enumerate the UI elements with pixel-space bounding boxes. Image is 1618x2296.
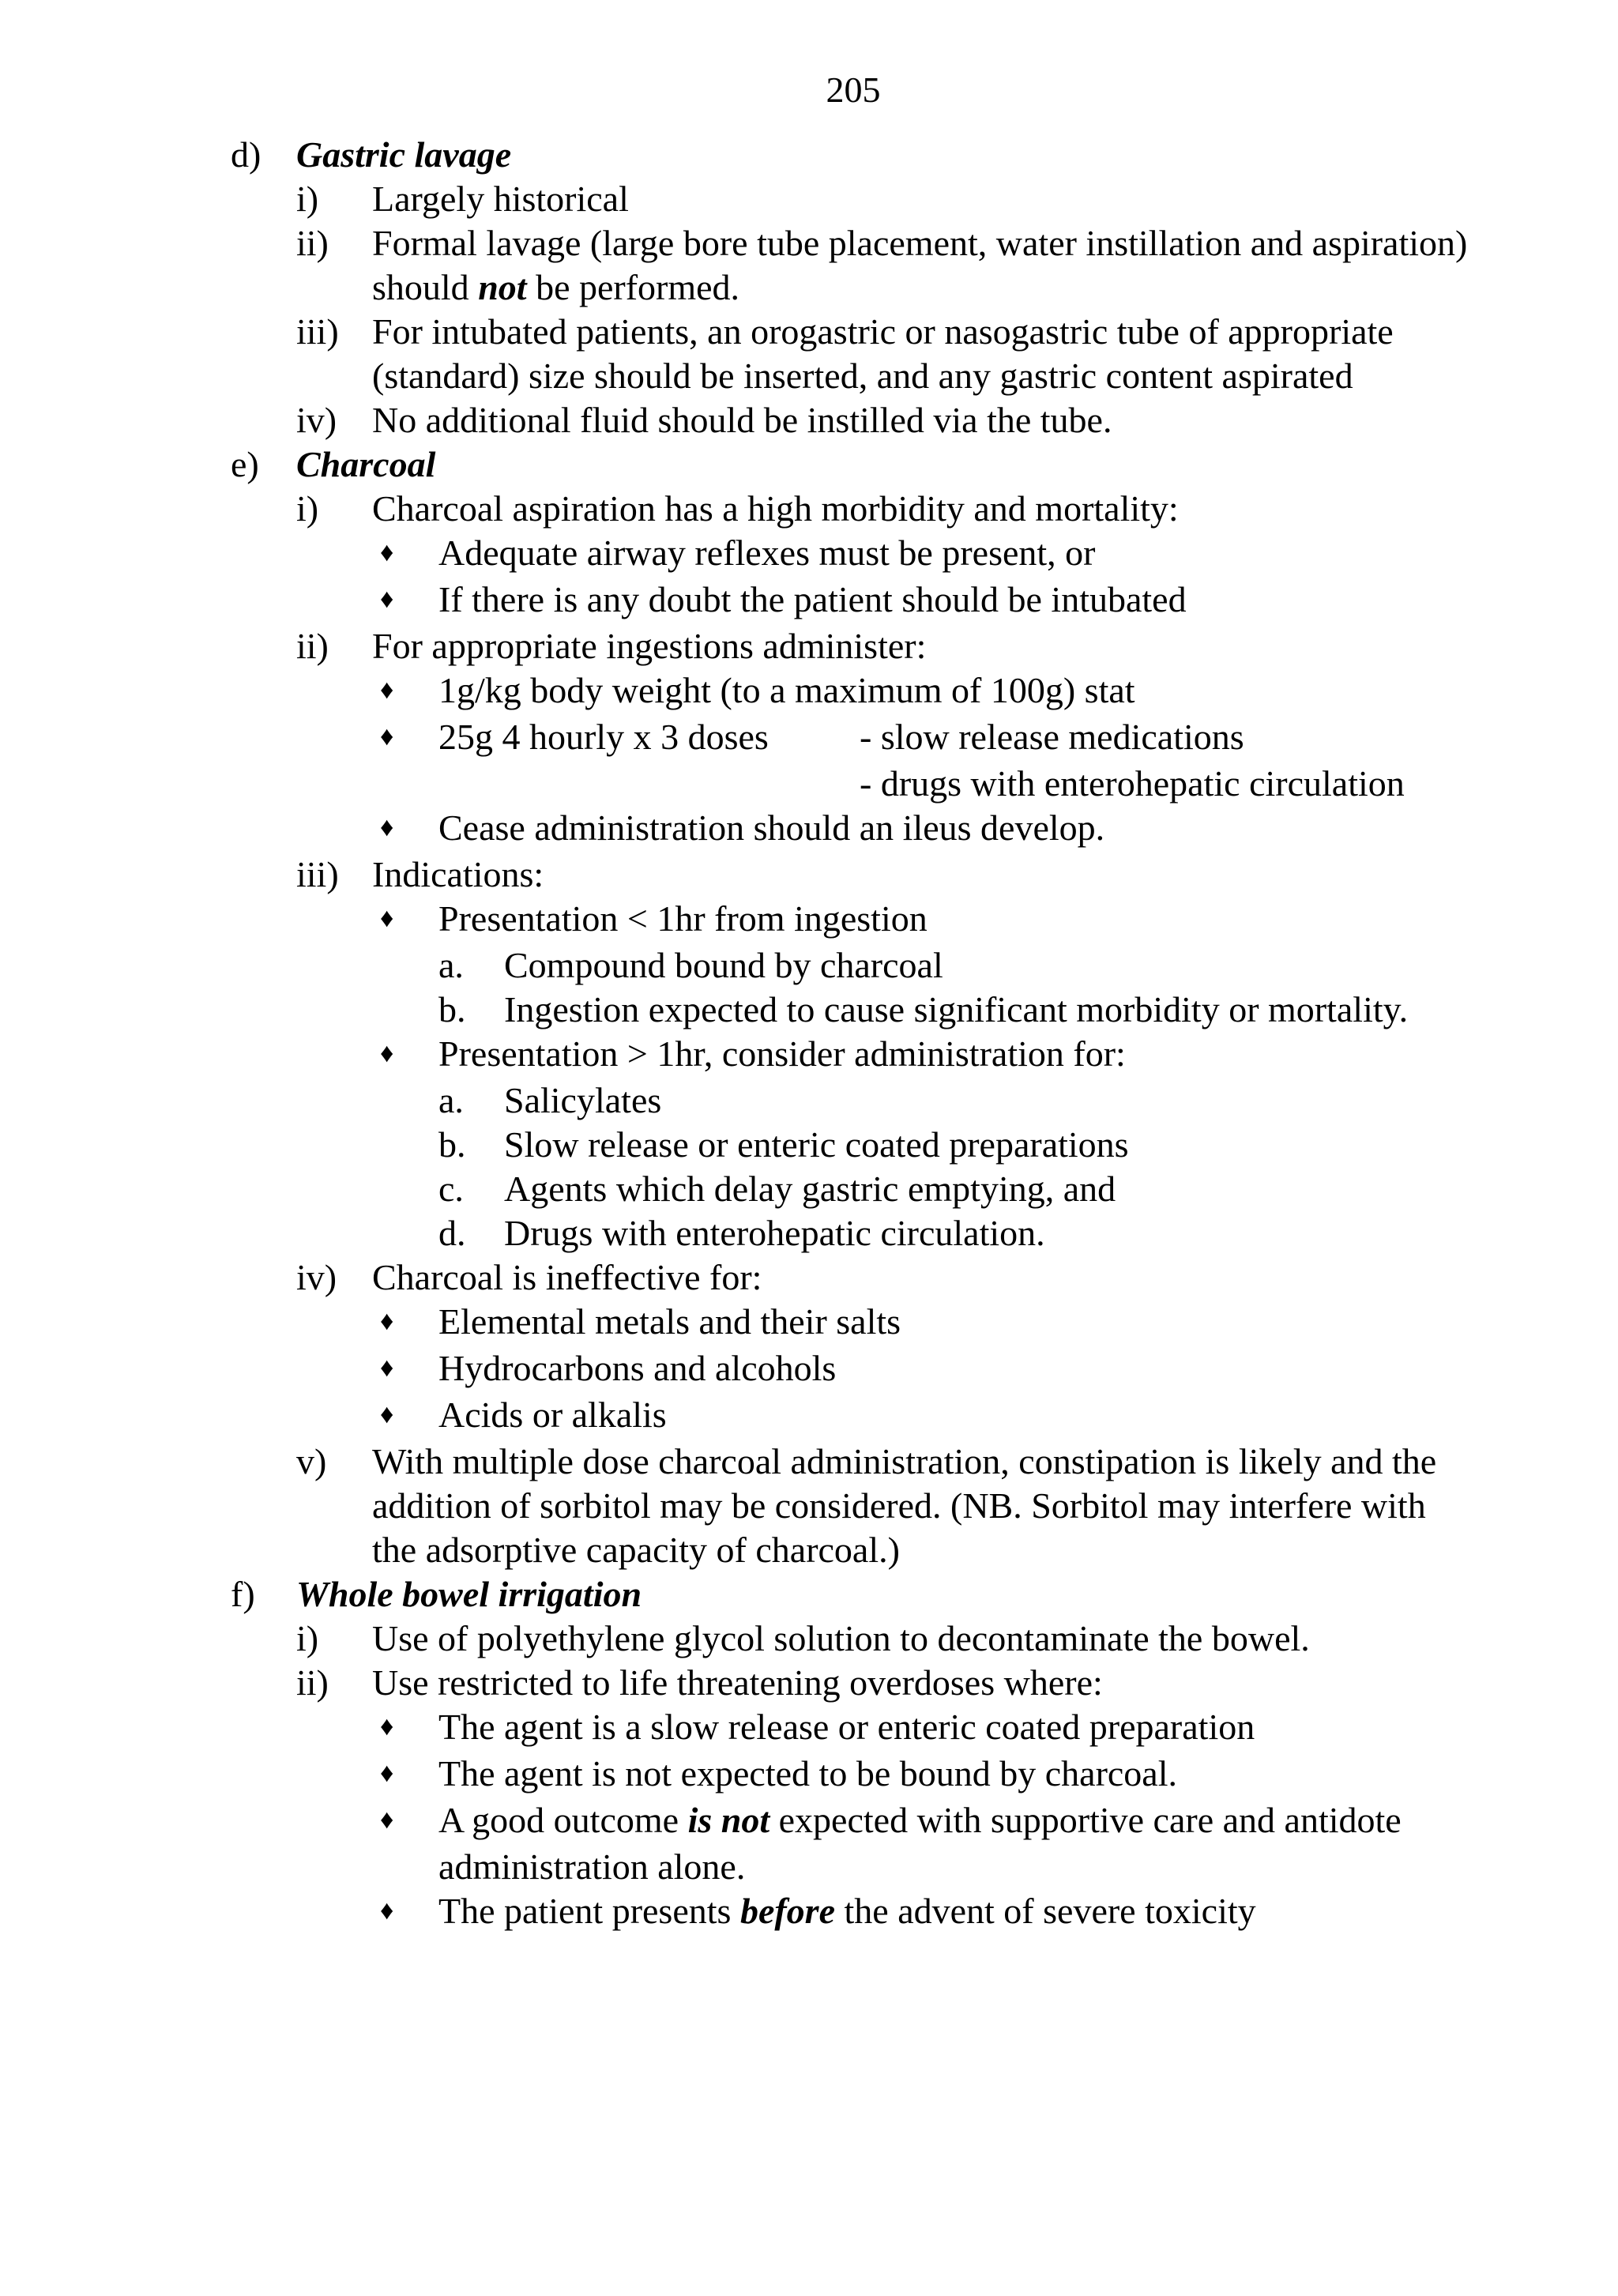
bullet-item: [0, 806, 1618, 853]
section-heading: Whole bowel irrigation: [296, 1574, 642, 1614]
list-item-text: Use restricted to life threatening overdoses where:: [372, 1662, 1103, 1703]
bullet-item: [0, 897, 1618, 943]
diamond-bullet-icon: ♦: [380, 1400, 394, 1429]
page-content: [0, 133, 1618, 1936]
section-f-heading: [0, 1572, 1618, 1617]
section-heading: Gastric lavage: [296, 134, 512, 175]
sub-list-text: Slow release or enteric coated preparations: [504, 1124, 1129, 1165]
sub-list-text: Ingestion expected to cause significant morbidity or mortality.: [504, 989, 1409, 1029]
list-marker: v): [296, 1441, 327, 1481]
list-item-text: For appropriate ingestions administer:: [372, 626, 927, 666]
list-item-continuation: [0, 1528, 1618, 1572]
list-item-text: the adsorptive capacity of charcoal.): [372, 1530, 900, 1570]
bullet-item: [0, 1798, 1618, 1845]
sub-list-text: Drugs with enterohepatic circulation.: [504, 1213, 1045, 1253]
list-item-text: addition of sorbitol may be considered. (NB. Sorbitol may interfere with: [372, 1485, 1426, 1526]
bullet-text: 1g/kg body weight (to a maximum of 100g) stat: [438, 670, 1135, 710]
bullet-text: [438, 1889, 1256, 1933]
list-item: [0, 398, 1618, 442]
list-marker: d): [231, 134, 262, 175]
bullet-text: Hydrocarbons and alcohols: [438, 1348, 837, 1388]
text-run: be performed.: [526, 267, 740, 307]
diamond-bullet-icon: ♦: [380, 1353, 394, 1383]
bullet-text: The agent is a slow release or enteric coated preparation: [438, 1707, 1255, 1747]
sub-list-item: [0, 1167, 1618, 1211]
list-marker: b.: [438, 1124, 466, 1165]
list-marker: i): [296, 179, 319, 219]
list-marker: e): [231, 444, 259, 484]
diamond-bullet-icon: ♦: [380, 904, 394, 933]
bullet-item: [0, 715, 1618, 762]
list-item-continuation: [0, 265, 1618, 310]
list-item-continuation: [0, 354, 1618, 398]
bullet-item: [0, 1346, 1618, 1393]
dosing-note: - slow release medications: [860, 717, 1244, 757]
list-item: [0, 1440, 1618, 1484]
list-item: [0, 1661, 1618, 1705]
text-run: A good outcome: [438, 1800, 688, 1840]
bullet-text: Acids or alkalis: [438, 1395, 667, 1435]
list-item: [0, 1255, 1618, 1300]
bullet-text: Elemental metals and their salts: [438, 1301, 901, 1342]
bullet-text: The agent is not expected to be bound by charcoal.: [438, 1753, 1178, 1794]
diamond-bullet-icon: ♦: [380, 1307, 394, 1336]
list-item-text: Largely historical: [372, 179, 629, 219]
diamond-bullet-icon: ♦: [380, 676, 394, 705]
diamond-bullet-icon: ♦: [380, 813, 394, 842]
bullet-item-continuation: [0, 1845, 1618, 1889]
list-item: [0, 221, 1618, 265]
diamond-bullet-icon: ♦: [380, 1039, 394, 1068]
bullet-text: Cease administration should an ileus develop.: [438, 807, 1105, 848]
list-item: [0, 1617, 1618, 1661]
text-run: the advent of severe toxicity: [835, 1891, 1256, 1931]
list-item-continuation: [0, 1484, 1618, 1528]
bullet-text: Adequate airway reflexes must be present, or: [438, 533, 1096, 573]
dosing-note: - drugs with enterohepatic circulation: [860, 763, 1405, 804]
list-marker: f): [231, 1574, 255, 1614]
sub-list-item: [0, 988, 1618, 1032]
list-marker: i): [296, 488, 319, 529]
bullet-item: [0, 1889, 1618, 1936]
bullet-item: [0, 1752, 1618, 1798]
bullet-item: [0, 1300, 1618, 1346]
section-e-heading: [0, 442, 1618, 487]
list-marker: a.: [438, 1080, 464, 1120]
section-d-heading: [0, 133, 1618, 177]
list-item-text: Indications:: [372, 854, 544, 894]
list-item: [0, 853, 1618, 897]
list-item-text: (standard) size should be inserted, and any gastric content aspirated: [372, 356, 1353, 396]
list-marker: ii): [296, 1662, 329, 1703]
section-heading: Charcoal: [296, 444, 436, 484]
bullet-text: Presentation > 1hr, consider administration for:: [438, 1033, 1126, 1074]
sub-list-item: [0, 1078, 1618, 1123]
list-item-text: No additional fluid should be instilled via the tube.: [372, 400, 1112, 440]
list-item: [0, 177, 1618, 221]
bullet-text: If there is any doubt the patient should be intubated: [438, 579, 1187, 619]
diamond-bullet-icon: ♦: [380, 585, 394, 614]
list-marker: ii): [296, 223, 329, 263]
sub-list-item: [0, 1123, 1618, 1167]
sub-list-text: Compound bound by charcoal: [504, 945, 943, 985]
diamond-bullet-icon: ♦: [380, 1896, 394, 1925]
list-item: [0, 310, 1618, 354]
bullet-item-continuation: [0, 762, 1618, 806]
list-marker: i): [296, 1618, 319, 1658]
list-item-text: For intubated patients, an orogastric or nasogastric tube of appropriate: [372, 311, 1394, 352]
sub-list-item: [0, 1211, 1618, 1255]
list-item: [0, 624, 1618, 668]
list-marker: iii): [296, 311, 339, 352]
sub-list-text: Salicylates: [504, 1080, 662, 1120]
text-run: The patient presents: [438, 1891, 740, 1931]
bullet-item: [0, 668, 1618, 715]
diamond-bullet-icon: ♦: [380, 1759, 394, 1788]
bullet-text: Presentation < 1hr from ingestion: [438, 898, 928, 939]
emphasis-text: not: [478, 267, 527, 307]
list-marker: iv): [296, 1257, 337, 1297]
list-item: [0, 487, 1618, 531]
sub-list-text: Agents which delay gastric emptying, and: [504, 1169, 1116, 1209]
list-marker: b.: [438, 989, 466, 1029]
bullet-item: [0, 578, 1618, 624]
bullet-text: 25g 4 hourly x 3 doses: [438, 717, 769, 757]
text-run: should: [372, 267, 479, 307]
emphasis-text: before: [739, 1891, 835, 1931]
list-marker: iii): [296, 854, 339, 894]
list-item-text: [372, 265, 739, 310]
emphasis-text: is not: [687, 1800, 770, 1840]
bullet-item: [0, 1705, 1618, 1752]
bullet-item: [0, 531, 1618, 578]
list-item-text: Formal lavage (large bore tube placement, water instillation and aspiration): [372, 223, 1468, 263]
bullet-text: [438, 1798, 1402, 1842]
bullet-text: administration alone.: [438, 1846, 746, 1887]
list-marker: ii): [296, 626, 329, 666]
diamond-bullet-icon: ♦: [380, 722, 394, 751]
list-item-text: Charcoal aspiration has a high morbidity and mortality:: [372, 488, 1179, 529]
list-marker: a.: [438, 945, 464, 985]
diamond-bullet-icon: ♦: [380, 538, 394, 567]
diamond-bullet-icon: ♦: [380, 1712, 394, 1741]
diamond-bullet-icon: ♦: [380, 1805, 394, 1835]
bullet-item: [0, 1032, 1618, 1078]
list-marker: iv): [296, 400, 337, 440]
page-number: 205: [826, 70, 881, 110]
list-item-text: With multiple dose charcoal administration, constipation is likely and the: [372, 1441, 1437, 1481]
text-run: expected with supportive care and antidote: [769, 1800, 1402, 1840]
list-marker: c.: [438, 1169, 464, 1209]
bullet-item: [0, 1393, 1618, 1440]
list-item-text: Use of polyethylene glycol solution to decontaminate the bowel.: [372, 1618, 1310, 1658]
list-item-text: Charcoal is ineffective for:: [372, 1257, 762, 1297]
sub-list-item: [0, 943, 1618, 988]
list-marker: d.: [438, 1213, 466, 1253]
